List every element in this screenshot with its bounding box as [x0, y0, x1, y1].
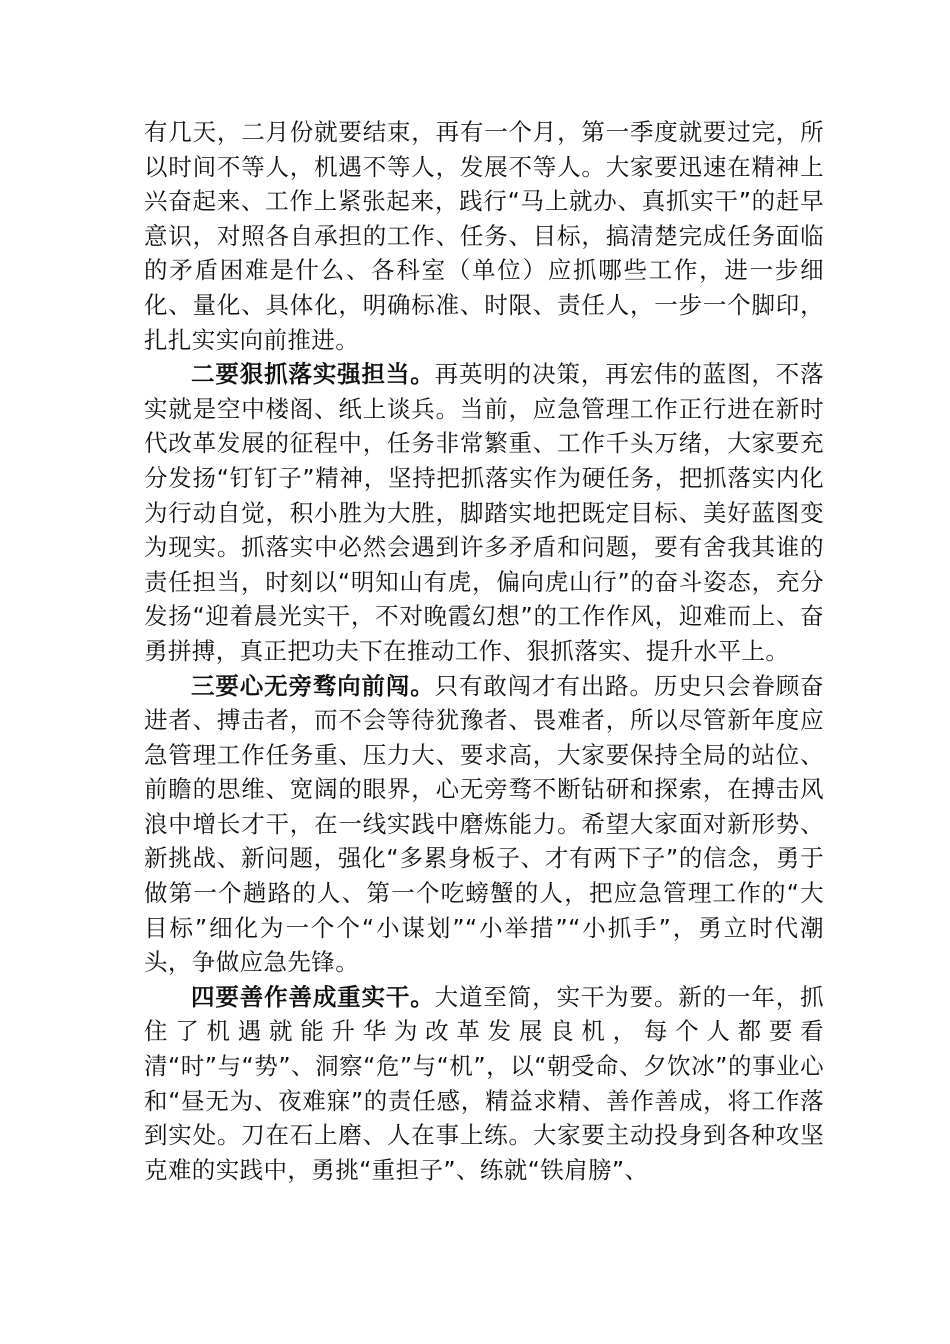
- paragraph-point-four: [144, 980, 824, 1188]
- document-body: [144, 115, 824, 1187]
- paragraph-heading: 四要善作善成重实干。: [191, 982, 435, 1011]
- paragraph-heading: 二要狠抓落实强担当。: [191, 360, 435, 389]
- paragraph-point-three: [144, 669, 824, 980]
- paragraph-text: 有几天，二月份就要结束，再有一个月，第一季度就要过完，所以时间不等人，机遇不等人，发展不等人。大家要迅速在精神上兴奋起来、工作上紧张起来，践行“马上就办、真抓实干”的赶早意识，对照各自承担的工作、任务、目标，搞清楚完成任务面临的矛盾困难是什么、各科室（单位）应抓哪些工作，进一步细化、量化、具体化，明确标准、时限、责任人，一步一个脚印，扎扎实实向前推进。: [144, 118, 824, 354]
- paragraph-heading: 三要心无旁骛向前闯。: [191, 671, 435, 700]
- paragraph-point-two: [144, 357, 824, 668]
- paragraph-text: 只有敢闯才有出路。历史只会眷顾奋进者、搏击者，而不会等待犹豫者、畏难者，所以尽管新年度应急管理工作任务重、压力大、要求高，大家要保持全局的站位、前瞻的思维、宽阔的眼界，心无旁骛不断钻研和探索，在搏击风浪中增长才干，在一线实践中磨炼能力。希望大家面对新形势、新挑战、新问题，强化“多累身板子、才有两下子”的信念，勇于做第一个趟路的人、第一个吃螃蟹的人，把应急管理工作的“大目标”细化为一个个“小谋划”“小举措”“小抓手”，勇立时代潮头，争做应急先锋。: [144, 671, 824, 977]
- paragraph-continuation: [144, 115, 824, 357]
- paragraph-text: 大道至简，实干为要。新的一年，抓住了机遇就能升华为改革发展良机，每个人都要看清“时”与“势”、洞察“危”与“机”，以“朝受命、夕饮冰”的事业心和“昼无为、夜难寐”的责任感，精益求精、善作善成，将工作落到实处。刀在石上磨、人在事上练。大家要主动投身到各种攻坚克难的实践中，勇挑“重担子”、练就“铁肩膀”、: [144, 982, 824, 1184]
- paragraph-text: 再英明的决策，再宏伟的蓝图，不落实就是空中楼阁、纸上谈兵。当前，应急管理工作正行进在新时代改革发展的征程中，任务非常繁重、工作千头万绪，大家要充分发扬“钉钉子”精神，坚持把抓落实作为硬任务，把抓落实内化为行动自觉，积小胜为大胜，脚踏实地把既定目标、美好蓝图变为现实。抓落实中必然会遇到许多矛盾和问题，要有舍我其谁的责任担当，时刻以“明知山有虎，偏向虎山行”的奋斗姿态，充分发扬“迎着晨光实干，不对晚霞幻想”的工作作风，迎难而上、奋勇拼搏，真正把功夫下在推动工作、狠抓落实、提升水平上。: [144, 360, 824, 665]
